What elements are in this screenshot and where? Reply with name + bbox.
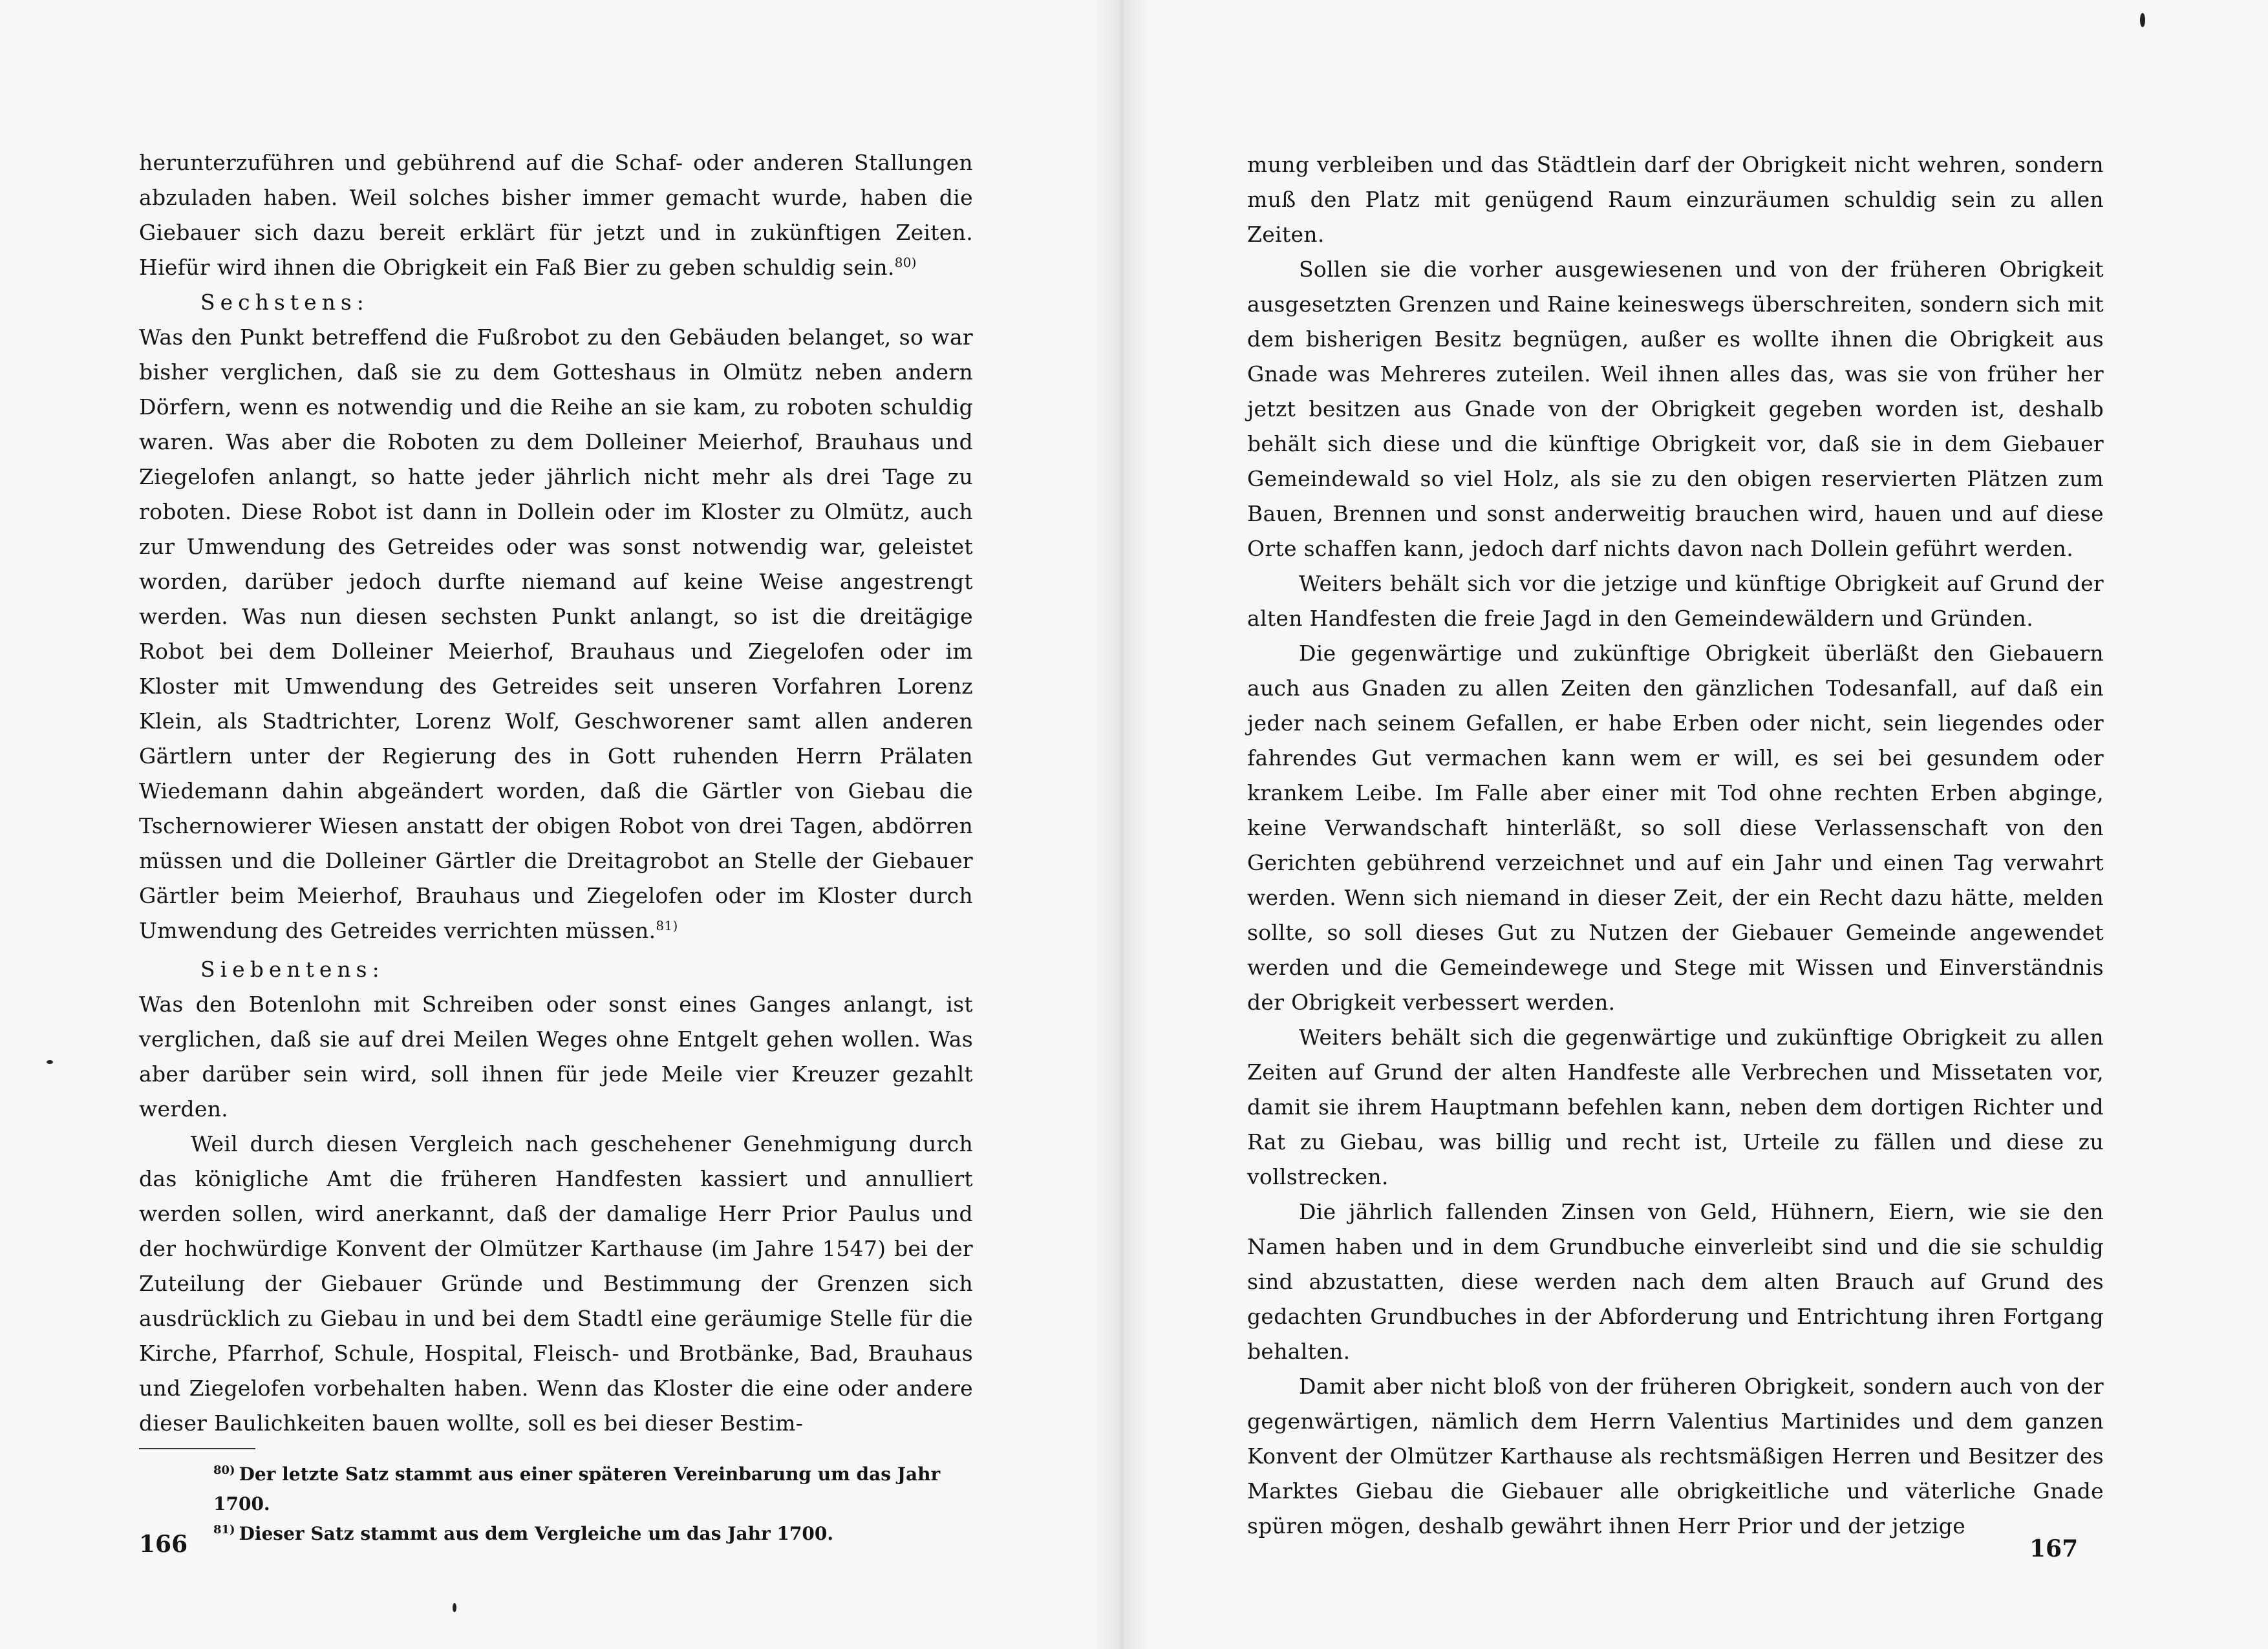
paragraph-verbrechen: Weiters behält sich die gegenwärtige und zukünftige Obrigkeit zu allen Zeiten auf Grund der alten Handfeste alle Verbrechen und Missetaten vor, damit sie ihrem Hauptmann befehlen kann, neben dem dortigen Richter und Rat zu Giebau, was billig und recht ist, Urteile zu fällen und diese zu vollstrecken.	[1247, 1025, 2104, 1189]
scan-speck	[47, 1060, 53, 1064]
footnotes	[213, 1460, 983, 1549]
paragraph-grenzen: Sollen sie die vorher ausgewiesenen und von der früheren Obrigkeit ausgesetzten Grenzen und Raine keineswegs überschreiten, sondern sich mit dem bisherigen Besitz begnügen, außer es wollte ihnen die Obrigkeit aus Gnade was Mehreres zuteilen. Weil ihnen alles das, was sie von früher her jetzt besitzen aus Gnade von der Obrigkeit gegeben worden ist, deshalb behält sich diese und die künftige Obrigkeit vor, daß sie in dem Giebauer Gemeindewald so viel Holz, als sie zu den obigen reservierten Plätzen zum Bauen, Brennen und sonst anderweitig brauchen wird, hauen und auf diese Orte schaffen kann, jedoch darf nichts davon nach Dollein geführt werden.	[1247, 257, 2104, 561]
footnote-mark: 81)	[213, 1522, 235, 1537]
footnote-81	[213, 1519, 983, 1549]
footnote-mark: 80)	[213, 1463, 235, 1477]
heading-sechstens: Sechstens:	[200, 290, 369, 315]
paragraph-continuation: mung verbleiben und das Städtlein darf der Obrigkeit nicht wehren, sondern muß den Platz mit genügend Raum einzuräumen schuldig sein zu allen Zeiten.	[1247, 152, 2104, 247]
paragraph-todesanfall: Die gegenwärtige und zukünftige Obrigkeit überläßt den Giebauern auch aus Gnaden zu allen Zeiten den gänzlichen Todesanfall, auf daß ein jeder nach seinem Gefallen, er habe Erben oder nicht, sein liegendes oder fahrendes Gut vermachen kann wem er will, es sei bei gesundem oder krankem Leibe. Im Falle aber einer mit Tod ohne rechten Erben abginge, keine Verwandschaft hinterläßt, so soll diese Verlassenschaft von den Gerichten gebührend verzeichnet und auf ein Jahr und einen Tag verwahrt werden. Wenn sich niemand in dieser Zeit, der ein Recht dazu hätte, melden sollte, so soll dieses Gut zu Nutzen der Giebauer Gemeinde angewendet werden und die Gemeindewege und Stege mit Wissen und Einverständnis der Obrigkeit verbessert werden.	[1247, 641, 2104, 1015]
footnote-divider	[139, 1448, 255, 1449]
page-number-left: 166	[139, 1531, 188, 1558]
paragraph-gnade: Damit aber nicht bloß von der früheren Obrigkeit, sondern auch von der gegenwärtigen, nämlich dem Herrn Valentius Martinides und dem ganzen Konvent der Olmützer Karthause als rechtsmäßigen Herren und Besitzer des Marktes Giebau die Giebauer alle obrigkeitliche und väterliche Gnade spüren mögen, deshalb gewährt ihnen Herr Prior und der jetzige	[1247, 1374, 2104, 1538]
footnote-ref-80: 80)	[894, 255, 917, 270]
paragraph-jagd: Weiters behält sich vor die jetzige und künftige Obrigkeit auf Grund der alten Handfesten die freie Jagd in den Gemeindewäldern und Gründen.	[1247, 571, 2104, 631]
paragraph-zinsen: Die jährlich fallenden Zinsen von Geld, Hühnern, Eiern, wie sie den Namen haben und in dem Grundbuche einverleibt sind und die sie schuldig sind abzustatten, diese werden nach dem alten Brauch auf Grund des gedachten Grundbuches in der Abforderung und Entrichtung ihren Fortgang behalten.	[1247, 1199, 2104, 1364]
paragraph-sechstens	[139, 320, 973, 948]
paragraph-siebentens: Was den Botenlohn mit Schreiben oder sonst eines Ganges anlangt, ist verglichen, daß sie auf drei Meilen Weges ohne Entgelt gehen wollen. Was aber darüber sein wird, soll ihnen für jede Meile vier Kreuzer gezahlt werden.	[139, 992, 973, 1122]
right-page-text	[1247, 147, 2104, 1544]
paragraph-weil: Weil durch diesen Vergleich nach geschehener Genehmigung durch das königliche Amt die früheren Handfesten kassiert und annulliert werden sollen, wird anerkannt, daß der damalige Herr Prior Paulus und der hochwürdige Konvent der Olmützer Karthause (im Jahre 1547) bei der Zuteilung der Giebauer Gründe und Bestimmung der Grenzen sich ausdrücklich zu Giebau in und bei dem Stadtl eine geräumige Stelle für die Kirche, Pfarrhof, Schule, Hospital, Fleisch- und Brotbänke, Bad, Brauhaus und Ziegelofen vorbehalten haben. Wenn das Kloster die eine oder andere dieser Baulichkeiten bauen wollte, soll es bei dieser Bestim-	[139, 1131, 973, 1436]
left-page-text	[139, 145, 973, 1441]
footnote-80	[213, 1460, 983, 1519]
footnote-ref-81: 81)	[656, 918, 678, 933]
paragraph-intro	[139, 145, 973, 285]
right-page	[1134, 0, 2268, 1649]
paragraph-intro-text: herunterzuführen und gebührend auf die Schaf- oder anderen Stallungen abzuladen haben. Weil solches bisher immer gemacht wurde, haben die Giebauer sich dazu bereit erklärt für jetzt und in zukünftigen Zeiten. Hiefür wird ihnen die Obrigkeit ein Faß Bier zu geben schuldig sein.	[139, 150, 973, 280]
page-number-right: 167	[2029, 1535, 2079, 1562]
heading-siebentens: Siebentens:	[200, 957, 385, 982]
scan-speck	[2140, 13, 2145, 27]
footnote-text: Dieser Satz stammt aus dem Vergleiche um das Jahr 1700.	[239, 1523, 834, 1544]
footnote-text: Der letzte Satz stammt aus einer späteren Vereinbarung um das Jahr 1700.	[213, 1463, 941, 1515]
paragraph-sechstens-text: Was den Punkt betreffend die Fußrobot zu den Gebäuden belanget, so war bisher verglichen, daß sie zu dem Gotteshaus in Olmütz neben andern Dörfern, wenn es notwendig und die Reihe an sie kam, zu roboten schuldig waren. Was aber die Roboten zu dem Dolleiner Meierhof, Brauhaus und Ziegelofen anlangt, so hatte jeder jährlich nicht mehr als drei Tage zu roboten. Diese Robot ist dann in Dollein oder im Kloster zu Olmütz, auch zur Umwendung des Getreides oder was sonst notwendig war, geleistet worden, darüber jedoch durfte niemand auf keine Weise angestrengt werden. Was nun diesen sechsten Punkt anlangt, so ist die dreitägige Robot bei dem Dolleiner Meierhof, Brauhaus und Ziegelofen oder im Kloster mit Umwendung des Getreides seit unseren Vorfahren Lorenz Klein, als Stadtrichter, Lorenz Wolf, Geschworener samt allen anderen Gärtlern unter der Regierung des in Gott ruhenden Herrn Prälaten Wiedemann dahin abgeändert worden, daß die Gärtler von Giebau die Tschernowierer Wiesen anstatt der obigen Robot von drei Tagen, abdörren müssen und die Dolleiner Gärtler die Dreitagrobot an Stelle der Giebauer Gärtler beim Meierhof, Brauhaus und Ziegelofen oder im Kloster durch Umwendung des Getreides verrichten müssen.	[139, 324, 973, 943]
scan-speck	[453, 1603, 456, 1612]
